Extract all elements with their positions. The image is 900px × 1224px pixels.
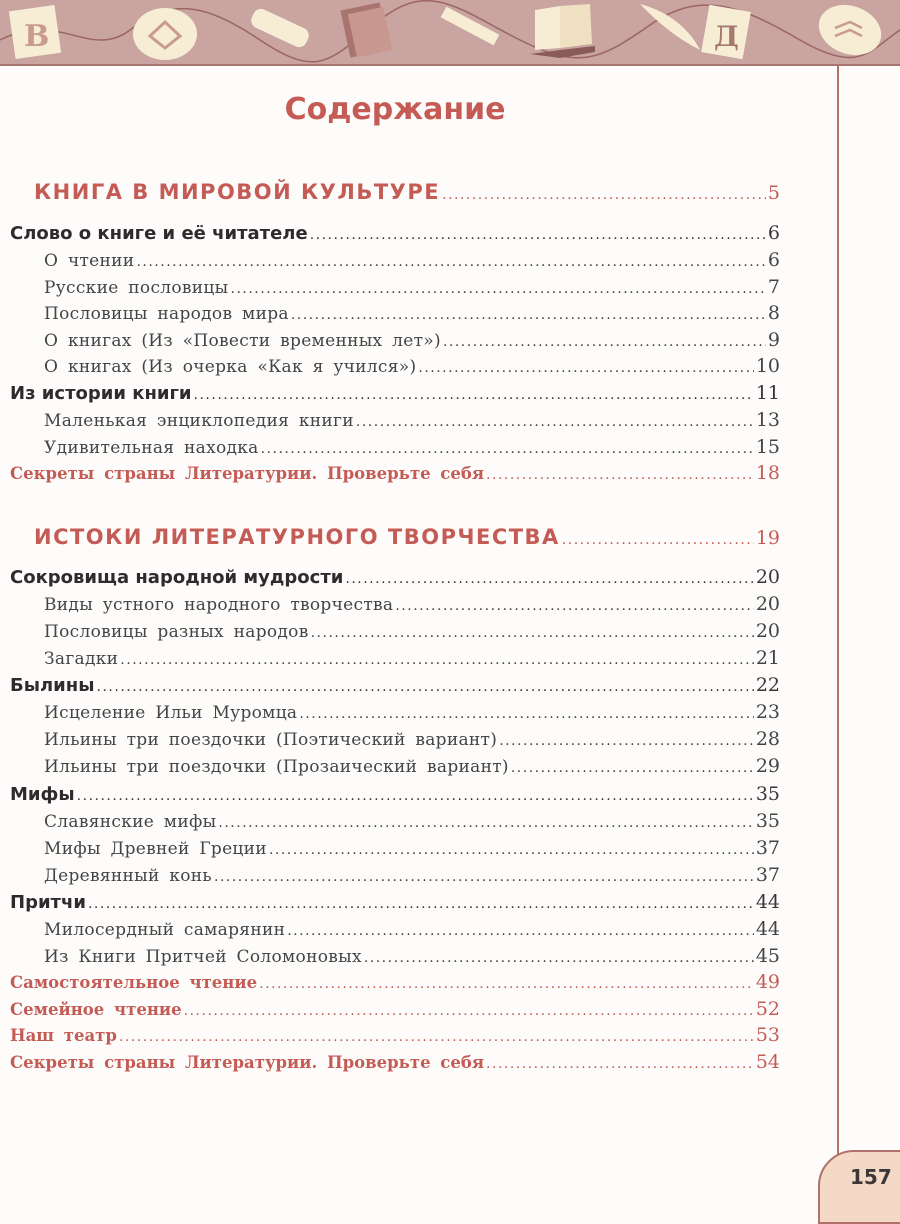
toc-page: 11 — [755, 382, 780, 404]
dot-leader — [486, 1056, 754, 1072]
toc-page: 21 — [755, 647, 780, 669]
toc-page: 7 — [767, 276, 780, 298]
toc-special[interactable] — [10, 998, 780, 1020]
toc-page: 19 — [755, 527, 780, 549]
dot-leader — [261, 441, 754, 457]
dot-leader — [194, 387, 754, 403]
toc-special[interactable] — [10, 1024, 780, 1046]
toc-page: 9 — [767, 329, 780, 351]
toc-page: 28 — [755, 728, 780, 750]
toc-section[interactable] — [10, 674, 780, 696]
toc-item[interactable] — [10, 647, 780, 669]
toc-page: 49 — [755, 971, 780, 993]
seal-icon — [133, 8, 197, 60]
toc-label: Слово о книге и её читателе — [10, 223, 308, 244]
svg-text:Д: Д — [714, 20, 739, 53]
toc-item[interactable] — [10, 302, 780, 324]
toc-item[interactable] — [10, 728, 780, 750]
page-frame-line — [837, 64, 839, 1156]
toc-item[interactable] — [10, 409, 780, 431]
toc-label: Семейное чтение — [10, 1000, 182, 1019]
toc-label: Удивительная находка — [44, 438, 259, 458]
toc-section[interactable] — [10, 382, 780, 404]
dot-leader — [345, 571, 753, 587]
toc-page: 20 — [755, 566, 780, 588]
dot-leader — [364, 950, 754, 966]
toc-section[interactable] — [10, 783, 780, 805]
toc-page: 18 — [755, 462, 780, 484]
toc-section[interactable] — [10, 566, 780, 588]
toc-label: Пословицы разных народов — [44, 622, 309, 642]
toc-label: Пословицы народов мира — [44, 304, 289, 324]
toc-label: Загадки — [44, 649, 119, 669]
toc-label: Сокровища народной мудрости — [10, 567, 344, 588]
toc-page: 35 — [755, 783, 780, 805]
dot-leader — [136, 254, 765, 270]
toc-page: 23 — [755, 701, 780, 723]
toc-label: Виды устного народного творчества — [44, 595, 394, 615]
toc-label: Мифы — [10, 784, 75, 805]
toc-part[interactable] — [10, 525, 780, 549]
toc-label: Из истории книги — [10, 383, 192, 404]
dot-leader — [269, 842, 754, 858]
seal-wave-icon — [812, 0, 889, 63]
toc-page: 20 — [755, 620, 780, 642]
toc-label: Милосердный самарянин — [44, 920, 286, 940]
dot-leader — [418, 360, 753, 376]
toc-label: Ильины три поездочки (Поэтический вариант) — [44, 730, 498, 750]
dot-leader — [184, 1003, 754, 1019]
dot-leader — [443, 334, 766, 350]
dot-leader — [299, 706, 753, 722]
toc-item[interactable] — [10, 620, 780, 642]
toc-page: 35 — [755, 810, 780, 832]
toc-page: 13 — [755, 409, 780, 431]
toc-label: Самостоятельное чтение — [10, 973, 258, 992]
toc-page: 37 — [755, 864, 780, 886]
toc-item[interactable] — [10, 918, 780, 940]
toc-page: 10 — [755, 355, 780, 377]
toc-item[interactable] — [10, 864, 780, 886]
toc-page: 15 — [755, 436, 780, 458]
scroll-icon — [249, 6, 312, 49]
toc-label: Былины — [10, 675, 95, 696]
toc-page: 45 — [755, 945, 780, 967]
dot-leader — [562, 532, 754, 548]
toc-section[interactable] — [10, 222, 780, 244]
decorative-banner — [0, 0, 900, 66]
open-book-icon — [530, 4, 595, 58]
dot-leader — [287, 923, 754, 939]
toc-label: Из Книги Притчей Соломоновых — [44, 947, 362, 967]
toc-special[interactable] — [10, 971, 780, 993]
toc-label: О книгах (Из «Повести временных лет») — [44, 331, 441, 351]
toc-item[interactable] — [10, 355, 780, 377]
dot-leader — [259, 976, 754, 992]
toc-label: О чтении — [44, 251, 135, 271]
toc-item[interactable] — [10, 810, 780, 832]
toc-page: 5 — [767, 182, 780, 204]
toc-item[interactable] — [10, 593, 780, 615]
dot-leader — [291, 307, 766, 323]
toc-label: Наш театр — [10, 1026, 117, 1045]
toc-item[interactable] — [10, 249, 780, 271]
toc-label: Ильины три поездочки (Прозаический вариант) — [44, 757, 509, 777]
toc-label: Секреты страны Литературии. Проверьте себя — [10, 464, 485, 483]
toc-label: Исцеление Ильи Муромца — [44, 703, 298, 723]
toc-section[interactable] — [10, 891, 780, 913]
toc-page: 8 — [767, 302, 780, 324]
svg-text:В: В — [24, 19, 50, 54]
toc-label: О книгах (Из очерка «Как я учился») — [44, 357, 417, 377]
dot-leader — [499, 733, 754, 749]
toc-page: 44 — [755, 891, 780, 913]
toc-special[interactable] — [10, 1051, 780, 1073]
toc-label: Деревянный конь — [44, 866, 212, 886]
toc-label: Русские пословицы — [44, 278, 229, 298]
dot-leader — [88, 896, 754, 912]
dot-leader — [395, 598, 753, 614]
toc-page: 22 — [755, 674, 780, 696]
toc-page: 20 — [755, 593, 780, 615]
toc-special[interactable] — [10, 462, 780, 484]
toc-label: Притчи — [10, 892, 86, 913]
toc-page: 6 — [767, 249, 780, 271]
dot-leader — [77, 788, 754, 804]
banner-illustration — [0, 0, 900, 64]
dot-leader — [119, 1029, 754, 1045]
dot-leader — [120, 652, 754, 668]
toc-page: 29 — [755, 755, 780, 777]
toc-item[interactable] — [10, 701, 780, 723]
toc-page: 53 — [755, 1024, 780, 1046]
toc-item[interactable] — [10, 945, 780, 967]
toc-label: Маленькая энциклопедия книги — [44, 411, 354, 431]
pencil-icon — [441, 7, 500, 46]
dot-leader — [231, 281, 766, 297]
letter-tile-icon — [9, 5, 61, 59]
toc-page: 44 — [755, 918, 780, 940]
dot-leader — [486, 467, 754, 483]
toc-page: 6 — [767, 222, 780, 244]
page-title: Содержание — [284, 92, 506, 127]
dot-leader — [97, 679, 754, 695]
toc-label: КНИГА В МИРОВОЙ КУЛЬТУРЕ — [34, 180, 441, 204]
toc-part[interactable] — [10, 180, 780, 204]
dot-leader — [311, 625, 754, 641]
dot-leader — [442, 187, 766, 203]
book-pages-icon — [340, 2, 392, 57]
toc-item[interactable] — [10, 329, 780, 351]
letter-tile-d-icon — [701, 5, 751, 60]
toc-item[interactable] — [10, 436, 780, 458]
toc-label: Мифы Древней Греции — [44, 839, 267, 859]
dot-leader — [218, 815, 753, 831]
toc-label: ИСТОКИ ЛИТЕРАТУРНОГО ТВОРЧЕСТВА — [34, 525, 560, 549]
toc-page: 52 — [755, 998, 780, 1020]
toc-item[interactable] — [10, 755, 780, 777]
dot-leader — [356, 414, 754, 430]
toc-label: Секреты страны Литературии. Проверьте себя — [10, 1053, 485, 1072]
page-number: 157 — [850, 1165, 892, 1189]
toc-page: 37 — [755, 837, 780, 859]
dot-leader — [511, 760, 754, 776]
toc-page: 54 — [755, 1051, 780, 1073]
toc-item[interactable] — [10, 837, 780, 859]
toc-item[interactable] — [10, 276, 780, 298]
dot-leader — [310, 227, 766, 243]
dot-leader — [214, 869, 754, 885]
toc-label: Славянские мифы — [44, 812, 217, 832]
quill-icon — [640, 4, 700, 50]
